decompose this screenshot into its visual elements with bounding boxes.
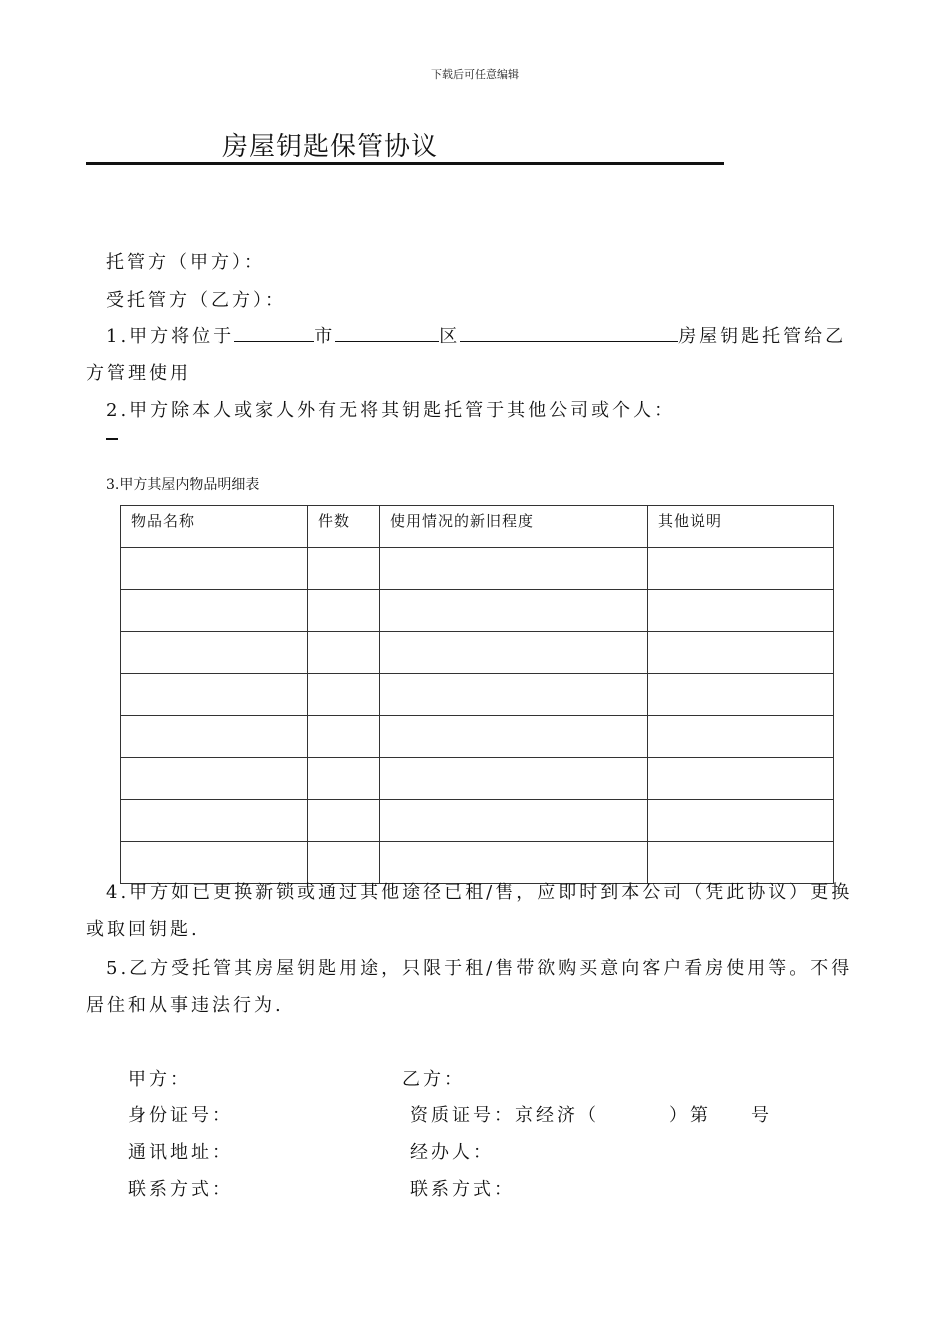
- table-cell[interactable]: [308, 674, 380, 716]
- district-blank[interactable]: [335, 323, 439, 342]
- clause-5-line-2: 居住和从事违法行为.: [86, 995, 284, 1016]
- table-row: [121, 632, 834, 674]
- clause-1-suffix: 房屋钥匙托管给乙: [678, 326, 847, 347]
- clause-3-label: 3.甲方其屋内物品明细表: [106, 477, 260, 493]
- table-row: [121, 590, 834, 632]
- table-row: [121, 674, 834, 716]
- col-header-item-name: 物品名称: [121, 506, 308, 548]
- table-cell[interactable]: [648, 548, 834, 590]
- cert-end: 号: [751, 1105, 772, 1126]
- table-cell[interactable]: [308, 632, 380, 674]
- sig-id-number: 身份证号：: [128, 1105, 233, 1126]
- clause-1-district: 区: [439, 326, 461, 347]
- table-cell[interactable]: [648, 590, 834, 632]
- clause-1-prefix: 1.甲方将位于: [106, 326, 235, 347]
- sig-contact-a: 联系方式：: [128, 1179, 233, 1200]
- table-cell[interactable]: [648, 800, 834, 842]
- cert-close: ）第: [669, 1105, 711, 1126]
- table-cell[interactable]: [121, 800, 308, 842]
- table-header-row: [121, 506, 834, 548]
- page-title: 房屋钥匙保管协议: [222, 132, 439, 162]
- party-a-label: 托管方（甲方）：: [106, 252, 265, 273]
- table-cell[interactable]: [648, 758, 834, 800]
- table-cell[interactable]: [308, 716, 380, 758]
- table-cell[interactable]: [308, 590, 380, 632]
- clause-1-line-2: 方管理使用: [86, 363, 191, 384]
- title-underline: [86, 162, 724, 165]
- table-row: [121, 716, 834, 758]
- table-row: [121, 800, 834, 842]
- table-cell[interactable]: [380, 716, 648, 758]
- table-cell[interactable]: [380, 548, 648, 590]
- sig-address: 通讯地址：: [128, 1142, 233, 1163]
- items-table: [120, 505, 834, 884]
- party-b-label: 受托管方（乙方）：: [106, 290, 286, 311]
- table-cell[interactable]: [380, 674, 648, 716]
- sig-contact-b: 联系方式：: [410, 1179, 515, 1200]
- table-cell[interactable]: [121, 716, 308, 758]
- table-cell[interactable]: [380, 590, 648, 632]
- table-cell[interactable]: [121, 632, 308, 674]
- table-cell[interactable]: [121, 758, 308, 800]
- address-blank[interactable]: [460, 323, 678, 342]
- table-cell[interactable]: [648, 632, 834, 674]
- clause-2: 2.甲方除本人或家人外有无将其钥匙托管于其他公司或个人：: [106, 400, 676, 421]
- table-cell[interactable]: [380, 800, 648, 842]
- sig-party-b: 乙方：: [402, 1069, 465, 1090]
- table-row: [121, 548, 834, 590]
- clause-4-line-2: 或取回钥匙.: [86, 919, 200, 940]
- clause-1-city: 市: [314, 326, 336, 347]
- table-cell[interactable]: [121, 548, 308, 590]
- table-cell[interactable]: [308, 548, 380, 590]
- table-cell[interactable]: [121, 674, 308, 716]
- table-cell[interactable]: [308, 800, 380, 842]
- col-header-quantity: 件数: [308, 506, 380, 548]
- sig-agent: 经办人：: [410, 1142, 494, 1163]
- col-header-condition: 使用情况的新旧程度: [380, 506, 648, 548]
- table-cell[interactable]: [648, 716, 834, 758]
- answer-dash: [106, 438, 118, 440]
- header-note: 下载后可任意编辑: [431, 68, 519, 81]
- clause-5-line-1: 5.乙方受托管其房屋钥匙用途，只限于租/售带欲购买意向客户看房使用等。不得: [106, 958, 853, 979]
- sig-party-a: 甲方：: [128, 1069, 191, 1090]
- table-row: [121, 758, 834, 800]
- table-cell[interactable]: [380, 758, 648, 800]
- clause-4-line-1: 4.甲方如已更换新锁或通过其他途径已租/售，应即时到本公司（凭此协议）更换: [106, 882, 853, 903]
- table-cell[interactable]: [121, 590, 308, 632]
- clause-1-line-1: [106, 322, 846, 348]
- cert-prefix: 资质证号：京经济（: [410, 1105, 599, 1126]
- table-cell[interactable]: [308, 758, 380, 800]
- col-header-notes: 其他说明: [648, 506, 834, 548]
- city-blank[interactable]: [234, 323, 314, 342]
- table-cell[interactable]: [648, 674, 834, 716]
- sig-cert-number: [410, 1101, 772, 1127]
- table-cell[interactable]: [380, 632, 648, 674]
